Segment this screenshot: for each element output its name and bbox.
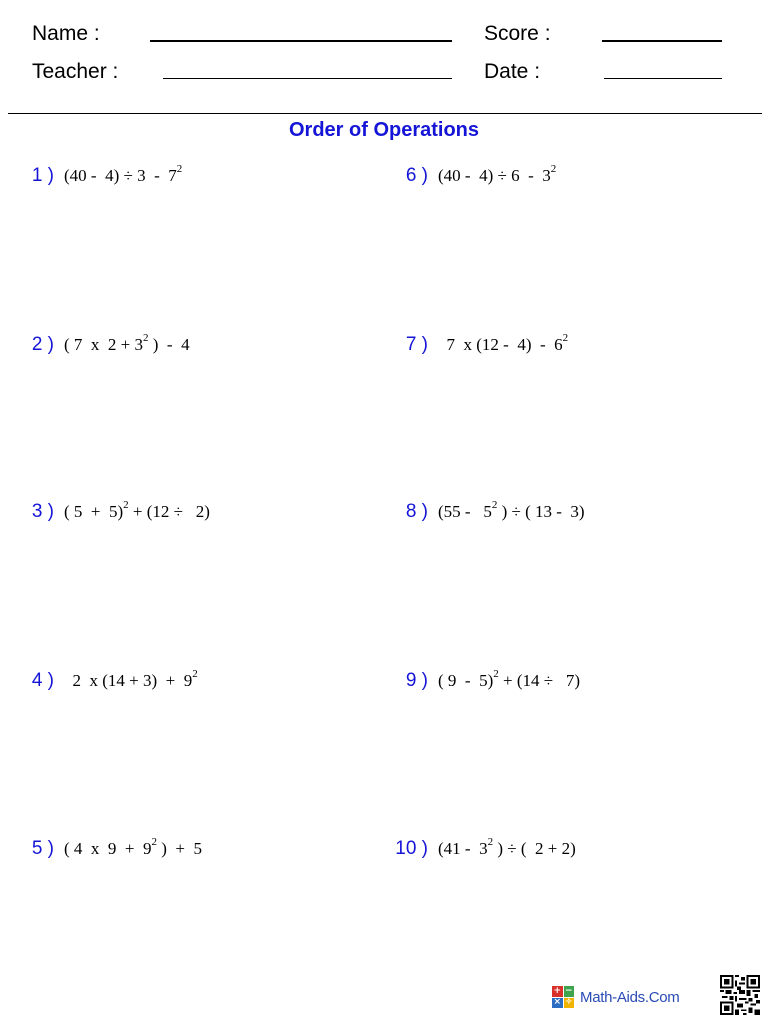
problem-9 [376,670,580,694]
expression-text: (40 - 4) ÷ 6 - 3 [438,166,551,185]
problem-number: 4 ) [31,670,54,691]
problem-2 [14,334,190,358]
score-field[interactable] [602,40,722,42]
problem-expression [438,499,585,522]
problem-number: 3 ) [31,501,54,522]
problem-expression [438,836,576,859]
problem-expression [438,332,569,355]
date-field[interactable] [604,78,722,79]
footer-brand[interactable] [552,985,679,1009]
exponent: 2 [123,499,129,511]
problem-expression [64,668,198,691]
date-label: Date : [484,60,541,83]
problem-number: 8 ) [405,501,428,522]
logo-times: × [553,997,562,1008]
problem-number: 10 ) [395,838,428,859]
expression-text: ) ÷ ( 2 + 2) [493,839,576,858]
problem-number: 9 ) [405,670,428,691]
problem-expression [438,163,557,186]
expression-text: + (14 ÷ 7) [498,671,580,690]
problem-number: 5 ) [31,838,54,859]
expression-text: ( 9 - 5) [438,671,494,690]
exponent: 2 [176,163,183,175]
expression-text: ) + 5 [157,839,202,858]
logo-divide: ÷ [564,997,573,1008]
teacher-label: Teacher : [32,60,119,83]
exponent: 2 [562,332,569,344]
exponent: 2 [493,668,499,680]
exponent: 2 [143,332,149,344]
problem-expression [438,668,580,691]
logo-plus: + [553,985,562,996]
expression-text: (55 - 5 [438,502,492,521]
problem-6 [376,165,556,189]
problem-8 [376,501,585,525]
problem-10 [376,838,576,862]
logo-minus: − [564,985,573,996]
expression-text: (41 - 3 [438,839,488,858]
header-divider [8,113,762,114]
exponent: 2 [550,163,557,175]
expression-text: 2 x (14 + 3) + 9 [64,671,193,690]
expression-text: ( 5 + 5) [64,502,124,521]
name-label: Name : [32,22,100,45]
exponent: 2 [151,836,157,848]
problem-4 [14,670,198,694]
expression-text: 7 x (12 - 4) - 6 [438,335,563,354]
problem-7 [376,334,568,358]
expression-text: ) - 4 [148,335,190,354]
exponent: 2 [491,499,498,511]
page-title: Order of Operations [288,119,480,141]
problem-expression [64,499,210,522]
qr-code-icon [720,975,760,1015]
name-field[interactable] [150,40,452,42]
score-label: Score : [484,22,551,45]
problem-1 [14,165,182,189]
teacher-field[interactable] [163,78,452,79]
expression-text: ( 7 x 2 + 3 [64,335,143,354]
problem-expression [64,332,190,355]
problem-5 [14,838,202,862]
problem-number: 7 ) [405,334,428,355]
problem-number: 6 ) [405,165,428,186]
problem-number: 2 ) [31,334,54,355]
problem-3 [14,501,210,525]
expression-text: ) ÷ ( 13 - 3) [497,502,585,521]
problem-number: 1 ) [31,165,54,186]
expression-text: ( 4 x 9 + 9 [64,839,152,858]
expression-text: (40 - 4) ÷ 3 - 7 [64,166,177,185]
footer-site-name[interactable]: Math-Aids.Com [580,988,680,1006]
exponent: 2 [192,668,198,680]
math-aids-logo-icon [552,986,574,1008]
problem-expression [64,163,183,186]
expression-text: + (12 ÷ 2) [128,502,210,521]
problem-expression [64,836,202,859]
exponent: 2 [487,836,494,848]
